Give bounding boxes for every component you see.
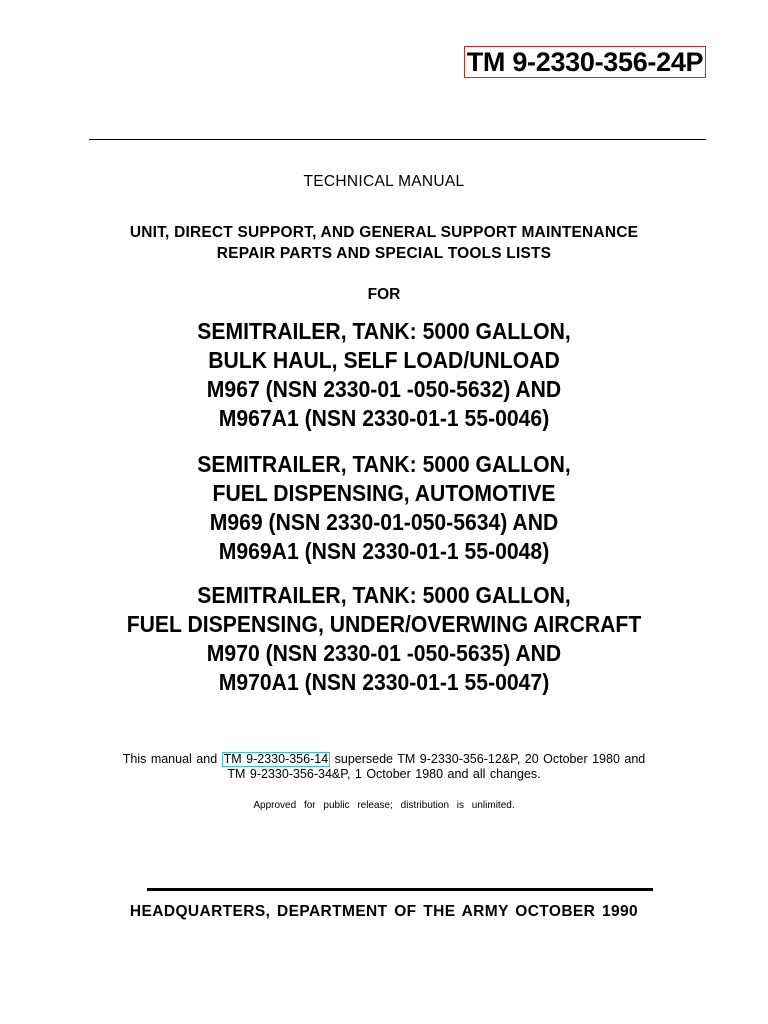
vehicle-line: M967A1 (NSN 2330-01-1 55-0046) xyxy=(218,405,550,431)
tm-reference-link[interactable]: TM 9-2330-356-14 xyxy=(223,752,329,766)
document-subtitle xyxy=(0,222,768,264)
vehicle-line: FUEL DISPENSING, UNDER/OVERWING AIRCRAFT xyxy=(126,611,642,637)
supersede-suffix: supersede TM 9-2330-356-12&P, 20 October 1980 and xyxy=(330,752,646,766)
vehicle-line: M967 (NSN 2330-01 -050-5632) AND xyxy=(206,376,562,402)
tm-number-box: TM 9-2330-356-24P xyxy=(464,46,706,78)
vehicle-line: M970 (NSN 2330-01 -050-5635) AND xyxy=(206,640,562,666)
vehicle-line: M969A1 (NSN 2330-01-1 55-0048) xyxy=(218,538,550,564)
vehicle-line: SEMITRAILER, TANK: 5000 GALLON, xyxy=(197,451,571,477)
vehicle-block-m969 xyxy=(0,450,768,566)
supersede-notice xyxy=(0,752,768,782)
vehicle-block-m970 xyxy=(0,581,768,697)
document-type: TECHNICAL MANUAL xyxy=(303,173,465,190)
vehicle-line: BULK HAUL, SELF LOAD/UNLOAD xyxy=(208,347,560,373)
top-divider xyxy=(89,139,706,140)
supersede-line-2: TM 9-2330-356-34&P, 1 October 1980 and all changes. xyxy=(227,767,541,781)
bottom-divider xyxy=(147,888,653,891)
supersede-line-1 xyxy=(0,752,768,767)
vehicle-block-m967 xyxy=(0,317,768,433)
for-label: FOR xyxy=(367,286,401,303)
vehicle-line: SEMITRAILER, TANK: 5000 GALLON, xyxy=(197,318,571,344)
distribution-statement: Approved for public release; distribution is unlimited. xyxy=(253,800,515,811)
headquarters-line: HEADQUARTERS, DEPARTMENT OF THE ARMY OCTOBER 1990 xyxy=(129,903,639,920)
vehicle-line: M969 (NSN 2330-01-050-5634) AND xyxy=(209,509,559,535)
subtitle-line-1: UNIT, DIRECT SUPPORT, AND GENERAL SUPPORT MAINTENANCE xyxy=(129,224,639,241)
vehicle-line: SEMITRAILER, TANK: 5000 GALLON, xyxy=(197,582,571,608)
supersede-prefix: This manual and xyxy=(122,752,222,766)
subtitle-line-2: REPAIR PARTS AND SPECIAL TOOLS LISTS xyxy=(216,245,552,262)
vehicle-line: M970A1 (NSN 2330-01-1 55-0047) xyxy=(218,669,550,695)
vehicle-line: FUEL DISPENSING, AUTOMOTIVE xyxy=(212,480,556,506)
